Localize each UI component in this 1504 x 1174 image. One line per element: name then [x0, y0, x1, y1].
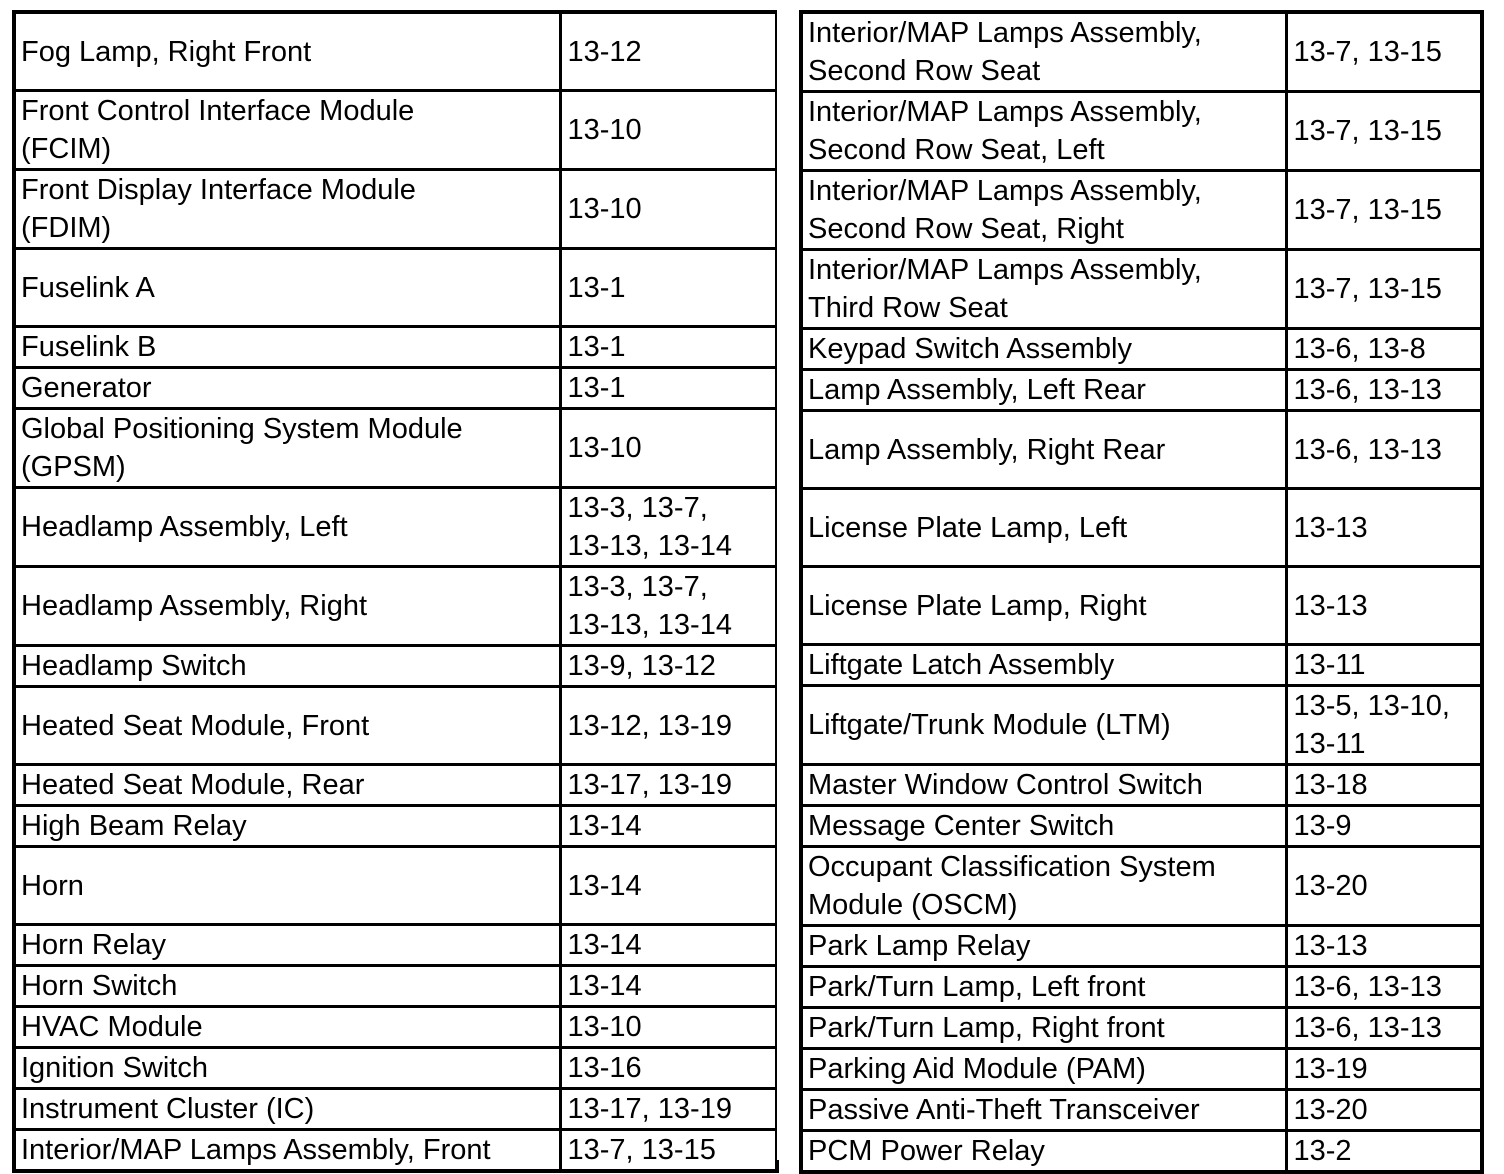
- page-reference: 13-6, 13-13: [1286, 370, 1482, 411]
- table-row: [14, 12, 777, 91]
- table-row: [14, 1048, 777, 1089]
- page-reference: 13-6, 13-13: [1286, 967, 1482, 1008]
- page-reference: 13-13: [1286, 926, 1482, 967]
- page-reference: 13-7, 13-15: [1286, 250, 1482, 329]
- table-row: [14, 765, 777, 806]
- page-reference: 13-1: [560, 249, 777, 327]
- table-row: [801, 567, 1482, 645]
- page-reference: 13-9, 13-12: [560, 646, 777, 687]
- page-reference: 13-5, 13-10, 13-11: [1286, 686, 1482, 765]
- table-row: [14, 1130, 777, 1172]
- table-row: [801, 411, 1482, 489]
- page-reference: 13-12, 13-19: [560, 687, 777, 765]
- component-name: Generator: [14, 368, 560, 409]
- table-row: [801, 686, 1482, 765]
- page-reference: 13-10: [560, 409, 777, 488]
- component-name: High Beam Relay: [14, 806, 560, 847]
- table-row: [801, 329, 1482, 370]
- page-reference: 13-11: [1286, 645, 1482, 686]
- component-name: Headlamp Assembly, Right: [14, 567, 560, 646]
- component-name: Fuselink A: [14, 249, 560, 327]
- table-row: [801, 12, 1482, 92]
- component-name: Heated Seat Module, Rear: [14, 765, 560, 806]
- component-name: Fog Lamp, Right Front: [14, 12, 560, 91]
- table-row: [801, 1090, 1482, 1131]
- component-name: Interior/MAP Lamps Assembly, Third Row Seat: [801, 250, 1286, 329]
- page-reference: 13-6, 13-13: [1286, 1008, 1482, 1049]
- page-reference: 13-14: [560, 847, 777, 925]
- component-name: License Plate Lamp, Left: [801, 489, 1286, 567]
- table-row: [14, 368, 777, 409]
- page-reference: 13-13: [1286, 489, 1482, 567]
- component-name: Liftgate/Trunk Module (LTM): [801, 686, 1286, 765]
- component-name: Interior/MAP Lamps Assembly, Second Row Seat: [801, 12, 1286, 92]
- component-name: Interior/MAP Lamps Assembly, Second Row Seat, Right: [801, 171, 1286, 250]
- table-row: [14, 687, 777, 765]
- page-reference: 13-7, 13-15: [560, 1130, 777, 1172]
- component-name: Global Positioning System Module (GPSM): [14, 409, 560, 488]
- component-name: HVAC Module: [14, 1007, 560, 1048]
- component-name: Front Control Interface Module (FCIM): [14, 91, 560, 170]
- table-row: [14, 966, 777, 1007]
- component-name: Fuselink B: [14, 327, 560, 368]
- table-row: [14, 925, 777, 966]
- table-row: [801, 806, 1482, 847]
- page-reference: 13-2: [1286, 1131, 1482, 1173]
- component-name: Occupant Classification System Module (OSCM): [801, 847, 1286, 926]
- page-reference: 13-20: [1286, 847, 1482, 926]
- table-row: [14, 488, 777, 567]
- table-row: [801, 645, 1482, 686]
- component-name: Headlamp Assembly, Left: [14, 488, 560, 567]
- component-name: Horn: [14, 847, 560, 925]
- component-name: Master Window Control Switch: [801, 765, 1286, 806]
- page-reference: 13-7, 13-15: [1286, 92, 1482, 171]
- table-row: [801, 765, 1482, 806]
- page-reference: 13-10: [560, 170, 777, 249]
- table-row: [14, 646, 777, 687]
- table-row: [801, 250, 1482, 329]
- page-reference: 13-6, 13-8: [1286, 329, 1482, 370]
- component-name: Park Lamp Relay: [801, 926, 1286, 967]
- table-row: [14, 1089, 777, 1130]
- component-name: Interior/MAP Lamps Assembly, Front: [14, 1130, 560, 1172]
- component-name: Lamp Assembly, Left Rear: [801, 370, 1286, 411]
- page-reference: 13-18: [1286, 765, 1482, 806]
- page-reference: 13-13: [1286, 567, 1482, 645]
- component-name: Parking Aid Module (PAM): [801, 1049, 1286, 1090]
- page-reference: 13-12: [560, 12, 777, 91]
- component-name: Keypad Switch Assembly: [801, 329, 1286, 370]
- page-reference: 13-17, 13-19: [560, 1089, 777, 1130]
- page-reference: 13-9: [1286, 806, 1482, 847]
- component-name: Park/Turn Lamp, Left front: [801, 967, 1286, 1008]
- page-reference: 13-14: [560, 925, 777, 966]
- component-name: Horn Switch: [14, 966, 560, 1007]
- component-name: Park/Turn Lamp, Right front: [801, 1008, 1286, 1049]
- table-row: [14, 249, 777, 327]
- component-name: Ignition Switch: [14, 1048, 560, 1089]
- component-name: Heated Seat Module, Front: [14, 687, 560, 765]
- component-name: Lamp Assembly, Right Rear: [801, 411, 1286, 489]
- page-reference: 13-19: [1286, 1049, 1482, 1090]
- column-gap: [777, 10, 799, 1160]
- page-reference: 13-20: [1286, 1090, 1482, 1131]
- table-row: [14, 91, 777, 170]
- page-reference: 13-14: [560, 966, 777, 1007]
- table-row: [801, 1008, 1482, 1049]
- table-row: [801, 489, 1482, 567]
- table-row: [14, 327, 777, 368]
- page-reference: 13-16: [560, 1048, 777, 1089]
- page-reference: 13-7, 13-15: [1286, 171, 1482, 250]
- table-row: [14, 567, 777, 646]
- table-row: [801, 1131, 1482, 1173]
- component-name: Message Center Switch: [801, 806, 1286, 847]
- table-row: [14, 170, 777, 249]
- table-row: [801, 967, 1482, 1008]
- component-name: Horn Relay: [14, 925, 560, 966]
- table-row: [801, 1049, 1482, 1090]
- page-reference: 13-3, 13-7, 13-13, 13-14: [560, 567, 777, 646]
- page-reference: 13-10: [560, 1007, 777, 1048]
- page-reference: 13-3, 13-7, 13-13, 13-14: [560, 488, 777, 567]
- component-name: Headlamp Switch: [14, 646, 560, 687]
- table-row: [801, 370, 1482, 411]
- page-reference: 13-17, 13-19: [560, 765, 777, 806]
- table-row: [14, 806, 777, 847]
- component-name: PCM Power Relay: [801, 1131, 1286, 1173]
- table-row: [14, 847, 777, 925]
- component-name: Interior/MAP Lamps Assembly, Second Row Seat, Left: [801, 92, 1286, 171]
- component-table-right: [799, 10, 1484, 1174]
- component-name: Front Display Interface Module (FDIM): [14, 170, 560, 249]
- table-row: [801, 847, 1482, 926]
- page-reference: 13-14: [560, 806, 777, 847]
- table-row: [14, 409, 777, 488]
- component-table-left: [12, 10, 779, 1173]
- component-name: Instrument Cluster (IC): [14, 1089, 560, 1130]
- table-row: [801, 92, 1482, 171]
- table-row: [801, 171, 1482, 250]
- page-reference: 13-7, 13-15: [1286, 12, 1482, 92]
- component-name: Liftgate Latch Assembly: [801, 645, 1286, 686]
- page-reference: 13-6, 13-13: [1286, 411, 1482, 489]
- table-row: [14, 1007, 777, 1048]
- page-reference: 13-1: [560, 368, 777, 409]
- page-reference: 13-1: [560, 327, 777, 368]
- page-reference: 13-10: [560, 91, 777, 170]
- component-name: Passive Anti-Theft Transceiver: [801, 1090, 1286, 1131]
- component-name: License Plate Lamp, Right: [801, 567, 1286, 645]
- table-row: [801, 926, 1482, 967]
